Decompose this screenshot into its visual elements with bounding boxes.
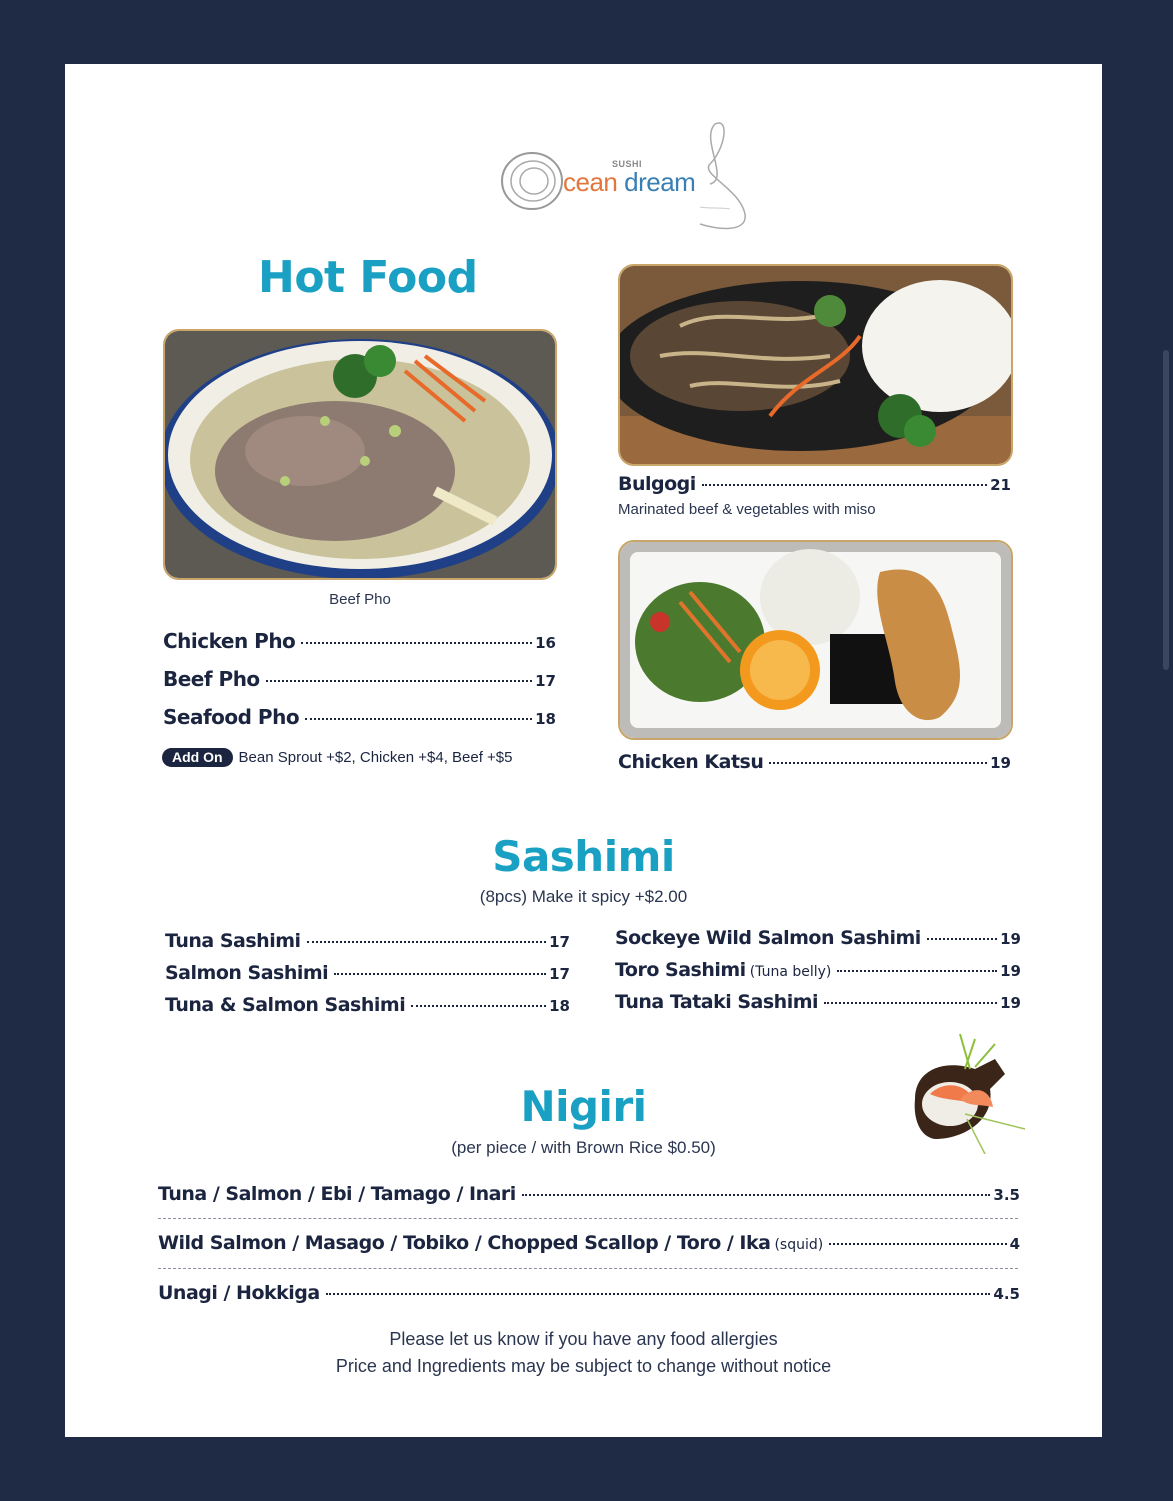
menu-item-chicken-pho	[163, 629, 556, 653]
menu-item-toro-sashimi	[615, 959, 1021, 981]
menu-item-name: Sockeye Wild Salmon Sashimi	[615, 927, 921, 949]
menu-item-beef-pho	[163, 667, 556, 691]
menu-item-name: Tuna / Salmon / Ebi / Tamago / Inari	[158, 1183, 516, 1205]
menu-item-note: (squid)	[774, 1237, 824, 1253]
menu-item-name: Wild Salmon / Masago / Tobiko / Chopped Scallop / Toro / Ika	[158, 1232, 771, 1254]
menu-item-price: 19	[1000, 930, 1021, 948]
bulgogi-description: Marinated beef & vegetables with miso	[618, 501, 876, 518]
menu-item-name: Bulgogi	[618, 473, 696, 495]
menu-item-price: 18	[549, 997, 570, 1015]
chicken-katsu-photo	[618, 540, 1013, 740]
menu-page	[65, 64, 1102, 1437]
menu-item-price: 19	[990, 754, 1011, 772]
menu-item-salmon-sashimi	[165, 962, 570, 984]
menu-item-price: 17	[549, 965, 570, 983]
menu-item-name: Tuna Sashimi	[165, 930, 301, 952]
menu-item-chicken-katsu	[618, 751, 1011, 773]
menu-item-nigiri-row-1	[158, 1183, 1020, 1205]
nigiri-subtitle: (per piece / with Brown Rice $0.50)	[451, 1138, 716, 1157]
menu-item-name: Unagi / Hokkiga	[158, 1282, 320, 1304]
menu-item-name: Toro Sashimi	[615, 959, 746, 981]
menu-item-name: Beef Pho	[163, 667, 260, 691]
menu-item-price: 17	[535, 672, 556, 690]
menu-item-tuna-salmon-sashimi	[165, 994, 570, 1016]
sashimi-subtitle: (8pcs) Make it spicy +$2.00	[479, 887, 688, 906]
bulgogi-photo	[618, 264, 1013, 466]
add-on-row	[162, 748, 513, 767]
divider	[158, 1218, 1018, 1219]
menu-item-nigiri-row-2	[158, 1232, 1020, 1254]
menu-item-price: 4.5	[993, 1285, 1020, 1303]
scrollbar[interactable]	[1163, 350, 1169, 670]
logo-word-part2: dream	[624, 167, 696, 197]
menu-item-bulgogi	[618, 473, 1011, 495]
menu-item-price: 21	[990, 476, 1011, 494]
menu-item-price: 16	[535, 634, 556, 652]
footer-notice	[65, 1326, 1102, 1380]
hot-food-title: Hot Food	[258, 252, 478, 303]
add-on-badge: Add On	[162, 748, 233, 767]
menu-item-note: (Tuna belly)	[749, 964, 832, 980]
menu-item-name: Salmon Sashimi	[165, 962, 329, 984]
menu-item-nigiri-row-3	[158, 1282, 1020, 1304]
beef-pho-photo	[163, 329, 557, 580]
menu-item-name: Tuna & Salmon Sashimi	[165, 994, 406, 1016]
sashimi-title: Sashimi	[492, 832, 675, 881]
footer-line-1: Please let us know if you have any food allergies	[389, 1329, 778, 1349]
menu-item-name: Chicken Pho	[163, 629, 296, 653]
add-on-text: Bean Sprout +$2, Chicken +$4, Beef +$5	[238, 749, 513, 766]
menu-item-name: Tuna Tataki Sashimi	[615, 991, 819, 1013]
footer-line-2: Price and Ingredients may be subject to change without notice	[335, 1356, 832, 1376]
menu-item-price: 19	[1000, 994, 1021, 1012]
logo-wordmark	[563, 167, 695, 198]
beef-pho-caption: Beef Pho	[329, 591, 391, 608]
menu-item-name: Chicken Katsu	[618, 751, 764, 773]
menu-item-sockeye-sashimi	[615, 927, 1021, 949]
menu-item-tuna-sashimi	[165, 930, 570, 952]
menu-item-seafood-pho	[163, 705, 556, 729]
logo-word-part1: cean	[563, 167, 618, 197]
logo-sushi-label: SUSHI	[612, 159, 643, 169]
menu-item-price: 4	[1009, 1235, 1020, 1253]
divider	[158, 1268, 1018, 1269]
menu-item-price: 3.5	[993, 1186, 1020, 1204]
menu-item-price: 18	[535, 710, 556, 728]
restaurant-logo	[500, 119, 750, 244]
nigiri-title: Nigiri	[520, 1082, 647, 1131]
menu-item-name: Seafood Pho	[163, 705, 300, 729]
menu-item-price: 17	[549, 933, 570, 951]
menu-item-tuna-tataki-sashimi	[615, 991, 1021, 1013]
menu-item-price: 19	[1000, 962, 1021, 980]
